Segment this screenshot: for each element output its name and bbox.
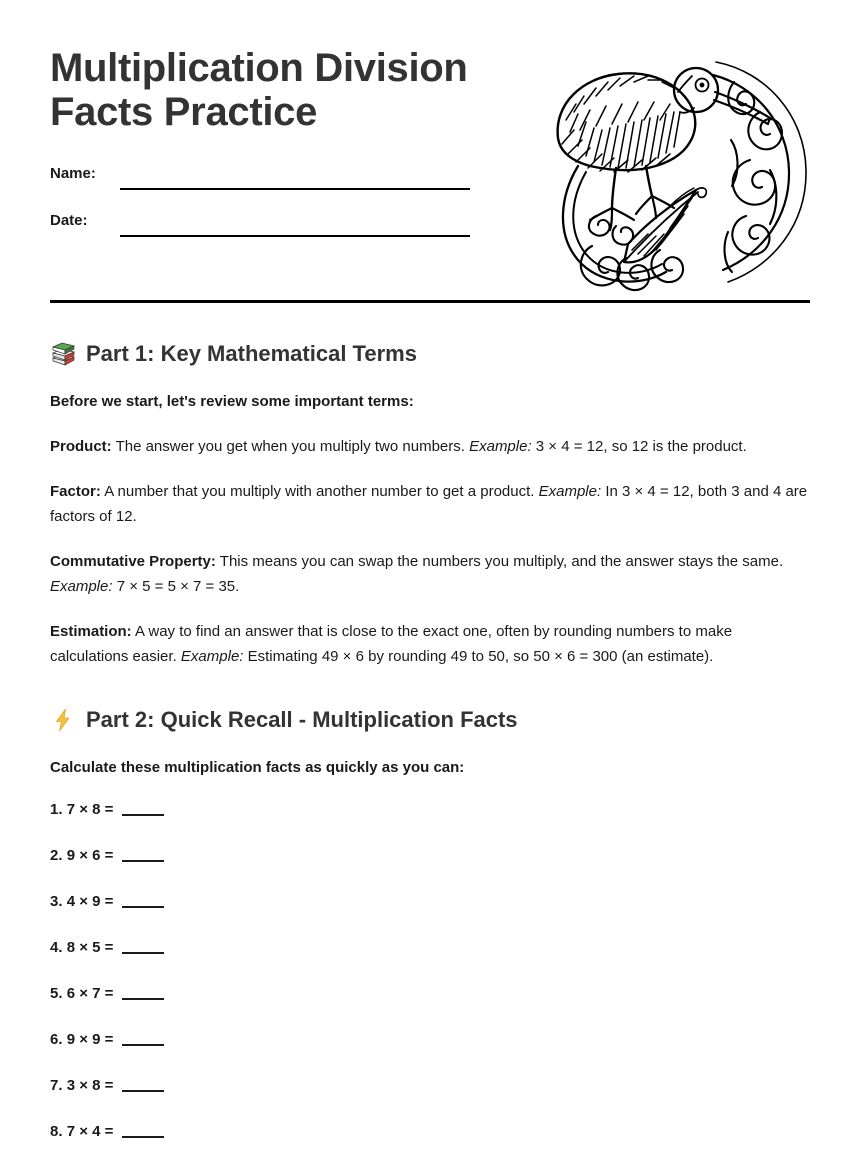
term-product [50,434,810,459]
part1-lead: Before we start, let's review some important terms: [50,393,414,410]
problem-expression: 6 × 7 = [66,985,114,1002]
term-factor-definition: A number that you multiply with another number to get a product. [104,483,535,500]
term-product-example: 3 × 4 = 12, so 12 is the product. [535,438,747,455]
term-commutative-example: 7 × 5 = 5 × 7 = 35. [116,578,240,595]
problem-answer-blank[interactable] [122,1124,164,1138]
term-factor-example-label: Example: [538,483,602,500]
term-factor-example: In 3 × 4 = 12, both 3 and 4 are factors of 12. [50,483,808,525]
page-title: Multiplication Division Facts Practice [50,46,468,134]
problem-answer-blank[interactable] [122,940,164,954]
problem-row [50,984,810,1004]
part1-heading [50,341,810,367]
problem-expression: 7 × 4 = [66,1123,114,1140]
date-field-row [50,207,470,254]
term-commutative-example-label: Example: [50,578,113,595]
name-field-row [50,160,470,207]
term-commutative-label: Commutative Property: [50,553,216,570]
problem-number: 4. [50,939,63,956]
part2-heading-text: Part 2: Quick Recall - Multiplication Facts [86,707,518,732]
problem-row [50,892,810,912]
multiplication-problems-list [50,800,810,1142]
problem-expression: 8 × 5 = [66,939,114,956]
term-estimation-example-label: Example: [180,648,244,665]
problem-number: 3. [50,893,63,910]
problem-row [50,1076,810,1096]
books-icon [50,341,76,367]
term-commutative-property [50,549,810,599]
problem-expression: 9 × 6 = [66,847,114,864]
problem-number: 6. [50,1031,63,1048]
student-info-fields [50,160,470,254]
problem-number: 1. [50,801,63,818]
problem-answer-blank[interactable] [122,894,164,908]
part2-instruction: Calculate these multiplication facts as quickly as you can: [50,759,465,776]
problem-expression: 4 × 9 = [66,893,114,910]
problem-row [50,938,810,958]
problem-answer-blank[interactable] [122,848,164,862]
term-product-label: Product: [50,438,112,455]
problem-row [50,846,810,866]
name-field-label: Name: [50,165,96,182]
problem-number: 2. [50,847,63,864]
part1-heading-text: Part 1: Key Mathematical Terms [86,341,417,366]
problem-number: 5. [50,985,63,1002]
problem-expression: 7 × 8 = [66,801,114,818]
term-estimation-label: Estimation: [50,623,132,640]
worksheet-header [50,0,810,300]
term-factor-label: Factor: [50,483,101,500]
term-product-definition: The answer you get when you multiply two numbers. [115,438,465,455]
date-input-line[interactable] [120,235,470,237]
term-estimation-example: Estimating 49 × 6 by rounding 49 to 50, so 50 × 6 = 300 (an estimate). [247,648,714,665]
part2-heading [50,707,810,733]
problem-expression: 9 × 9 = [66,1031,114,1048]
problem-number: 7. [50,1077,63,1094]
problem-expression: 3 × 8 = [66,1077,114,1094]
header-divider [50,300,810,303]
problem-answer-blank[interactable] [122,1032,164,1046]
name-input-line[interactable] [120,188,470,190]
problem-row [50,1122,810,1142]
term-estimation-definition: A way to find an answer that is close to the exact one, often by rounding numbers to make calculations easier. [50,623,733,665]
problem-row [50,1030,810,1050]
problem-row [50,800,810,820]
problem-answer-blank[interactable] [122,986,164,1000]
term-commutative-definition: This means you can swap the numbers you multiply, and the answer stays the same. [219,553,784,570]
term-estimation [50,619,810,669]
problem-answer-blank[interactable] [122,802,164,816]
kiwi-bird-koru-fern-illustration [520,20,820,300]
problem-answer-blank[interactable] [122,1078,164,1092]
term-factor [50,479,810,529]
problem-number: 8. [50,1123,63,1140]
date-field-label: Date: [50,212,88,229]
term-product-example-label: Example: [469,438,532,455]
lightning-bolt-icon [50,707,76,733]
